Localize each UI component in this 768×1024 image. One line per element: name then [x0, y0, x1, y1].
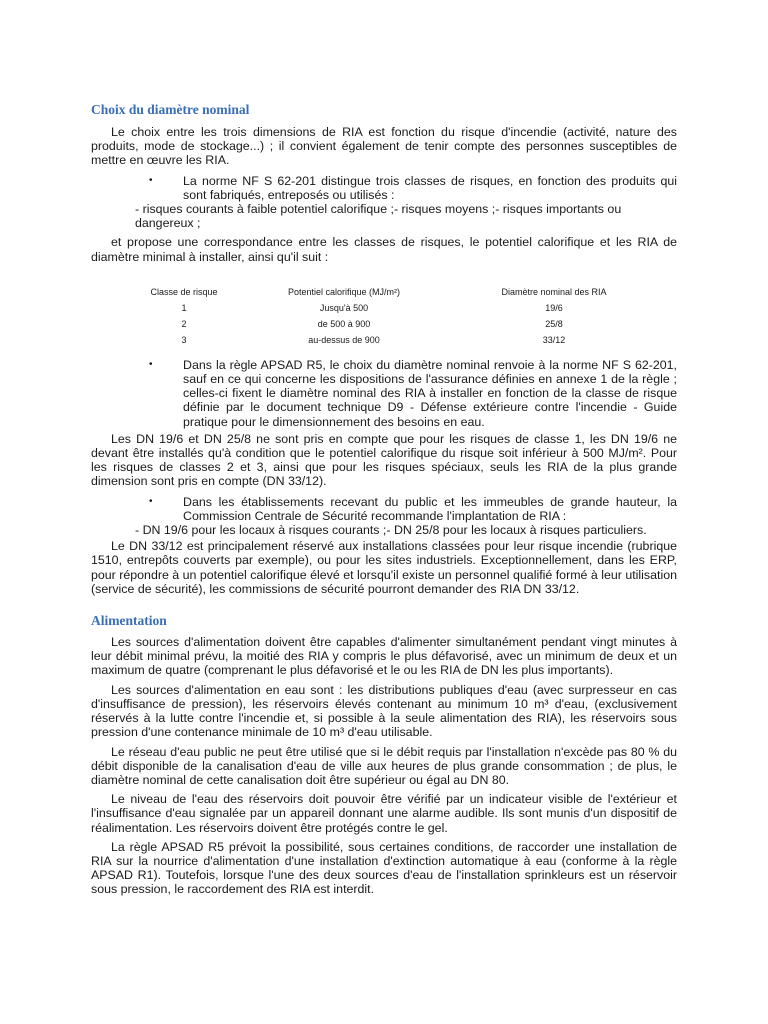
- table-cell: 2: [181, 318, 187, 329]
- section-title-diametre: Choix du diamètre nominal: [91, 102, 250, 117]
- table-header-potentiel: Potentiel calorifique (MJ/m²): [287, 286, 401, 297]
- bullet-sublist: - DN 19/6 pour les locaux à risques courants ;- DN 25/8 pour les locaux à risques particuliers.: [135, 523, 647, 538]
- bullet-sublist: - risques courants à faible potentiel calorifique ;- risques moyens ;- risques importants ou dangereux ;: [135, 202, 622, 231]
- table-cell: 1: [181, 302, 187, 313]
- paragraph: Les sources d'alimentation doivent être capables d'alimenter simultanément pendant vingt minutes à leur débit minimal prévu, la moitié des RIA y compris le plus défavorisé, avec un minimum de deux et un maximum de quatre (comprenant le plus défavorisé et le ou les RIA de DN les plus importants).: [91, 635, 677, 678]
- paragraph: Le réseau d'eau public ne peut être utilisé que si le débit requis par l'installation n'excède pas 80 % du débit disponible de la canalisation d'eau de ville aux heures de plus grande consommation ; de plus, le diamètre nominal de cette canalisation doit être supérieur ou égal au DN 80.: [91, 744, 677, 787]
- table-row: [139, 300, 649, 316]
- paragraph: Les sources d'alimentation en eau sont : les distributions publiques d'eau (avec surpresseur en cas d'insuffisance de pression), les réservoirs élevés contenant au minimum 10 m³ d'eau, (exclusivement réservés à la lutte contre l'incendie et, si possible à la seule alimentation des RIA), les réservoirs sous pression d'une contenance minimale de 10 m³ d'eau utilisable.: [91, 682, 677, 740]
- paragraph: Le choix entre les trois dimensions de RIA est fonction du risque d'incendie (activité, nature des produits, mode de stockage...) ; il convient également de tenir compte des personnes susceptibles de mettre en œuvre les RIA.: [91, 125, 677, 168]
- table-cell: 19/6: [545, 302, 563, 313]
- document-body: [91, 102, 677, 897]
- paragraph: et propose une correspondance entre les classes de risques, le potentiel calorifique et les RIA de diamètre minimal à installer, ainsi qu'il suit :: [91, 235, 677, 264]
- table-cell: 25/8: [545, 318, 563, 329]
- table-cell: Jusqu'à 500: [319, 302, 369, 313]
- table-header-diametre: Diamètre nominal des RIA: [501, 286, 607, 297]
- bullet-icon: •: [149, 495, 153, 507]
- table-cell: 33/12: [542, 334, 566, 345]
- table-cell: 3: [181, 334, 187, 345]
- section-title-alimentation: Alimentation: [91, 613, 167, 629]
- bullet-icon: •: [149, 358, 153, 370]
- bullet-item: [151, 358, 677, 429]
- bullet-item: [151, 495, 677, 523]
- paragraph: Le DN 33/12 est principalement réservé aux installations classées pour leur risque incendie (rubrique 1510, entrepôts couverts par exemple), ou pour les sites industriels. Exceptionnellement, dans les ERP, pour répondre à un potentiel calorifique élevé et lorsqu'il existe un personnel qualifié formé à leur utilisation (service de sécurité), les commissions de sécurité pourront demander des RIA DN 33/12.: [91, 539, 677, 596]
- bullet-text: Dans la règle APSAD R5, le choix du diamètre nominal renvoie à la norme NF S 62-201, sauf en ce qui concerne les dispositions de l'assurance définies en annexe 1 de la règle ; celles-ci fixent le diamètre nominal des RIA à installer en fonction de la classe de risque définie par le document technique D9 - Défense extérieure contre l'incendie - Guide pratique pour le dimensionnement des besoins en eau.: [183, 357, 677, 429]
- bullet-text: Dans les établissements recevant du public et les immeubles de grande hauteur, la Commission Centrale de Sécurité recommande l'implantation de RIA :: [183, 494, 677, 523]
- paragraph: La règle APSAD R5 prévoit la possibilité, sous certaines conditions, de raccorder une installation de RIA sur la nourrice d'alimentation d'une installation d'extinction automatique à eau (conforme à la règle APSAD R1). Toutefois, lorsque l'une des deux sources d'eau de l'installation sprinkleurs est un réservoir sous pression, le raccordement des RIA est interdit.: [91, 839, 677, 897]
- table-header-row: [139, 284, 649, 300]
- table-cell: de 500 à 900: [317, 318, 371, 329]
- risk-class-table: [139, 284, 649, 348]
- bullet-text: La norme NF S 62-201 distingue trois classes de risques, en fonction des produits qui sont fabriqués, entreposés ou utilisés :: [183, 173, 677, 202]
- paragraph: Les DN 19/6 et DN 25/8 ne sont pris en compte que pour les risques de classe 1, les DN 19/6 ne devant être installés qu'à condition que le potentiel calorifique du risque soit inférieur à 500 MJ/m². Pour les risques de classes 2 et 3, ainsi que pour les risques spéciaux, seuls les RIA de la plus grande dimension sont pris en compte (DN 33/12).: [91, 431, 677, 489]
- bullet-item: [151, 174, 677, 202]
- table-row: [139, 332, 649, 348]
- paragraph: Le niveau de l'eau des réservoirs doit pouvoir être vérifié par un indicateur visible de l'extérieur et l'insuffisance d'eau signalée par un appareil donnant une alarme audible. Ils sont munis d'un dispositif de réalimentation. Les réservoirs doivent être protégés contre le gel.: [91, 792, 677, 835]
- bullet-icon: •: [149, 174, 153, 186]
- table-cell: au-dessus de 900: [308, 334, 380, 345]
- table-row: [139, 316, 649, 332]
- table-header-classe: Classe de risque: [150, 286, 218, 297]
